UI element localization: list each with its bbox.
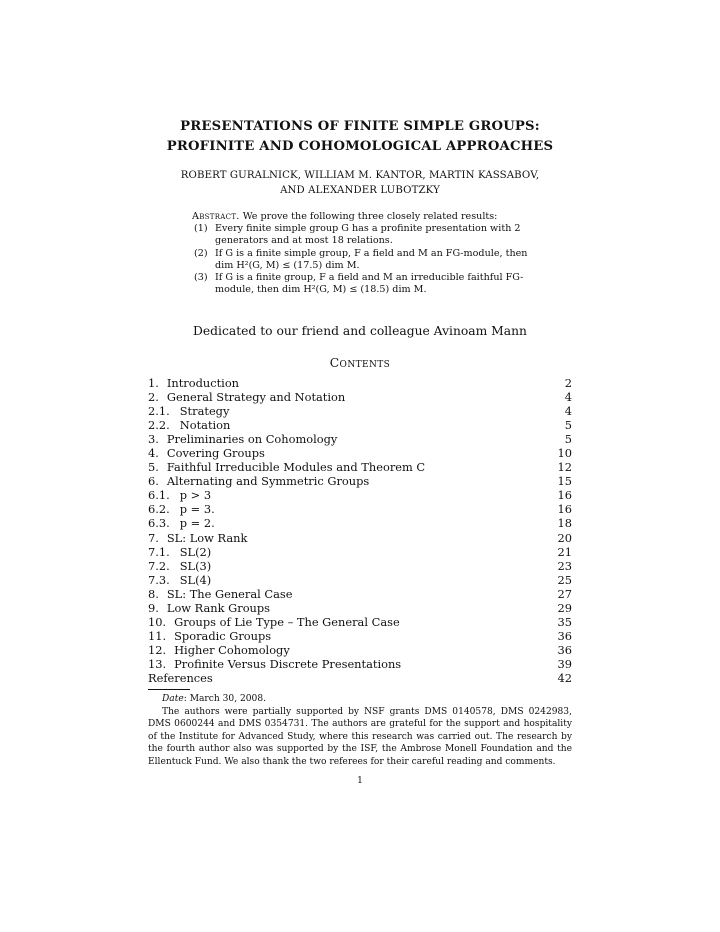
abstract-item-text: If G is a finite group, F a field and M an irreducible faithful FG-module, then dim H²(G, M) ≤ (18.5) dim M. — [215, 272, 524, 296]
toc-entry-label — [148, 460, 425, 474]
toc-entry-title: SL: Low Rank — [166, 530, 248, 545]
toc-entry-label — [148, 432, 337, 446]
toc-entry[interactable] — [148, 545, 572, 559]
toc-entry-number: 3. — [148, 432, 159, 447]
toc-entry-number: 6. — [148, 474, 159, 489]
toc-entry-number: 2.2. — [148, 418, 170, 433]
toc-entry-page: 16 — [557, 502, 572, 517]
toc-entry-page: 39 — [557, 656, 572, 671]
toc-entry-label — [148, 474, 369, 488]
toc-entry[interactable] — [148, 601, 572, 615]
toc-entry-label — [148, 657, 401, 671]
abstract-intro-line — [192, 211, 540, 223]
toc-entry-label — [148, 488, 211, 502]
toc-entry[interactable] — [148, 643, 572, 657]
toc-entry-number: 1. — [148, 376, 159, 390]
toc-entry-title: References — [148, 670, 213, 685]
toc-entry[interactable] — [148, 516, 572, 530]
footnote-body: The authors were partially supported by NSF grants DMS 0140578, DMS 0242983, DMS 0600244 and DMS 0354731. The authors are grateful for the support and hospitality of the Institute for Advanced Study, where this research was carried out. The research by the fourth author also was supported by the ISF, the Ambrose Monell Foundation and the Ellentuck Fund. We also thank the two referees for their careful reading and comments. — [148, 706, 572, 767]
toc-entry[interactable] — [148, 390, 572, 404]
toc-entry-page: 18 — [557, 516, 572, 531]
toc-entry-page: 25 — [557, 572, 572, 587]
toc-entry[interactable] — [148, 559, 572, 573]
toc-entry-number: 7. — [148, 530, 159, 545]
toc-entry-title: Groups of Lie Type – The General Case — [174, 614, 400, 629]
toc-entry-page: 35 — [557, 614, 572, 629]
toc-entry-number: 13. — [148, 656, 167, 671]
toc-entry-number: 2. — [148, 390, 159, 405]
toc-entry-page: 4 — [564, 390, 572, 405]
toc-entry-title: Notation — [179, 418, 231, 433]
toc-entry-label — [148, 502, 215, 516]
abstract-intro: We prove the following three closely related results: — [242, 211, 498, 222]
toc-entry-page: 23 — [557, 558, 572, 573]
toc-entry-title: p > 3 — [179, 488, 212, 503]
toc-entry-number: 11. — [148, 628, 167, 643]
dedication: Dedicated to our friend and colleague Avinoam Mann — [193, 324, 527, 338]
toc-entry-page: 10 — [557, 446, 572, 461]
toc-entry-number: 7.2. — [148, 558, 170, 573]
toc-entry-page: 5 — [564, 418, 572, 433]
toc-entry-title: Strategy — [179, 404, 230, 419]
abstract-item — [192, 272, 540, 296]
abstract-item-number: (1) — [194, 223, 208, 235]
footnote-rule — [148, 689, 190, 690]
toc-entry-number: 6.1. — [148, 488, 170, 503]
toc-entry-page: 21 — [557, 544, 572, 559]
toc-entry-number: 10. — [148, 614, 167, 629]
toc-entry-label — [148, 615, 400, 629]
toc-entry[interactable] — [148, 446, 572, 460]
toc-entry-page: 15 — [557, 474, 572, 489]
page-number: 1 — [357, 776, 363, 786]
toc-entry-label — [148, 516, 215, 530]
toc-entry-title: SL(3) — [179, 558, 212, 573]
toc-entry-label — [148, 671, 213, 685]
abstract-results-list — [192, 223, 540, 296]
toc-entry-title: p = 2. — [179, 516, 215, 531]
toc-entry[interactable] — [148, 488, 572, 502]
toc-entry-page: 36 — [557, 642, 572, 657]
toc-entry-title: SL(4) — [179, 572, 212, 587]
toc-entry-number: 4. — [148, 446, 159, 461]
toc-entry[interactable] — [148, 460, 572, 474]
toc-entry-label — [148, 376, 239, 390]
toc-entry-number: 7.1. — [148, 544, 170, 559]
toc-entry-page: 20 — [557, 530, 572, 545]
toc-entry-label — [148, 418, 230, 432]
toc-entry-number: 5. — [148, 460, 159, 475]
toc-entry[interactable] — [148, 615, 572, 629]
abstract-item — [192, 223, 540, 247]
toc-entry[interactable] — [148, 376, 572, 390]
toc-entry-number: 7.3. — [148, 572, 170, 587]
toc-entry-page: 36 — [557, 628, 572, 643]
abstract-item-text: If G is a finite simple group, F a field and M an FG-module, then dim H²(G, M) ≤ (17.5) dim M. — [215, 247, 528, 271]
toc-entry-label — [148, 390, 345, 404]
author-line-1: ROBERT GURALNICK, WILLIAM M. KANTOR, MARTIN KASSABOV, — [180, 170, 540, 181]
toc-entry-title: General Strategy and Notation — [166, 390, 346, 405]
toc-entry-label — [148, 559, 211, 573]
abstract-item-text: Every finite simple group G has a profinite presentation with 2 generators and at most 18 relations. — [215, 223, 521, 247]
abstract — [192, 211, 540, 296]
toc-entry[interactable] — [148, 573, 572, 587]
toc-entry-page: 27 — [557, 586, 572, 601]
table-of-contents — [148, 376, 572, 685]
toc-entry-title: Preliminaries on Cohomology — [166, 432, 338, 447]
toc-entry-number: 9. — [148, 600, 159, 615]
toc-entry[interactable] — [148, 671, 572, 685]
abstract-heading: Abstract. — [192, 211, 240, 222]
toc-entry-title: Higher Cohomology — [174, 642, 290, 657]
toc-entry-title: Sporadic Groups — [174, 628, 272, 643]
toc-entry-title: Faithful Irreducible Modules and Theorem C — [166, 460, 426, 475]
toc-entry[interactable] — [148, 657, 572, 671]
toc-entry-label — [148, 643, 290, 657]
toc-entry-label — [148, 573, 211, 587]
toc-entry-title: p = 3. — [179, 502, 215, 517]
toc-entry-number: 8. — [148, 586, 159, 601]
toc-entry[interactable] — [148, 531, 572, 545]
footnote-date — [148, 693, 572, 706]
title-line-1: PRESENTATIONS OF FINITE SIMPLE GROUPS: — [180, 119, 540, 134]
paper-title — [0, 117, 720, 157]
toc-entry-title: SL(2) — [179, 544, 212, 559]
footnote-date-value: : March 30, 2008. — [183, 694, 267, 704]
toc-entry-page: 2 — [564, 376, 572, 390]
toc-entry-page: 12 — [557, 460, 572, 475]
toc-entry-page: 29 — [557, 600, 572, 615]
toc-entry-title: Profinite Versus Discrete Presentations — [174, 656, 402, 671]
abstract-item — [192, 248, 540, 272]
toc-entry-page: 5 — [564, 432, 572, 447]
footnote — [148, 693, 572, 769]
toc-entry-page: 42 — [557, 670, 572, 685]
toc-entry[interactable] — [148, 432, 572, 446]
toc-entry-page: 4 — [564, 404, 572, 419]
title-line-2: PROFINITE AND COHOMOLOGICAL APPROACHES — [166, 139, 554, 154]
footnote-date-label: Date — [162, 694, 184, 704]
abstract-item-number: (2) — [194, 247, 208, 259]
toc-entry-label — [148, 601, 270, 615]
toc-entry-label — [148, 446, 265, 460]
toc-entry-page: 16 — [557, 488, 572, 503]
author-line-2: AND ALEXANDER LUBOTZKY — [280, 185, 440, 196]
toc-entry[interactable] — [148, 404, 572, 418]
toc-entry[interactable] — [148, 418, 572, 432]
toc-entry-title: Low Rank Groups — [166, 600, 271, 615]
toc-entry[interactable] — [148, 474, 572, 488]
toc-entry-label — [148, 531, 247, 545]
toc-entry-label — [148, 587, 293, 601]
abstract-item-number: (3) — [194, 272, 208, 284]
toc-entry-label — [148, 404, 229, 418]
toc-entry-label — [148, 545, 211, 559]
toc-entry-title: Alternating and Symmetric Groups — [166, 474, 370, 489]
toc-entry-number: 2.1. — [148, 404, 170, 419]
toc-entry-number: 6.3. — [148, 516, 170, 531]
toc-entry-title: SL: The General Case — [166, 586, 293, 601]
toc-entry-title: Introduction — [166, 376, 240, 390]
toc-entry[interactable] — [148, 629, 572, 643]
toc-entry-label — [148, 629, 271, 643]
author-list — [0, 168, 720, 198]
toc-entry-number: 12. — [148, 642, 167, 657]
contents-heading: Contents — [329, 356, 391, 370]
toc-entry-title: Covering Groups — [166, 446, 265, 461]
toc-entry-number: 6.2. — [148, 502, 170, 517]
toc-entry[interactable] — [148, 502, 572, 516]
toc-entry[interactable] — [148, 587, 572, 601]
